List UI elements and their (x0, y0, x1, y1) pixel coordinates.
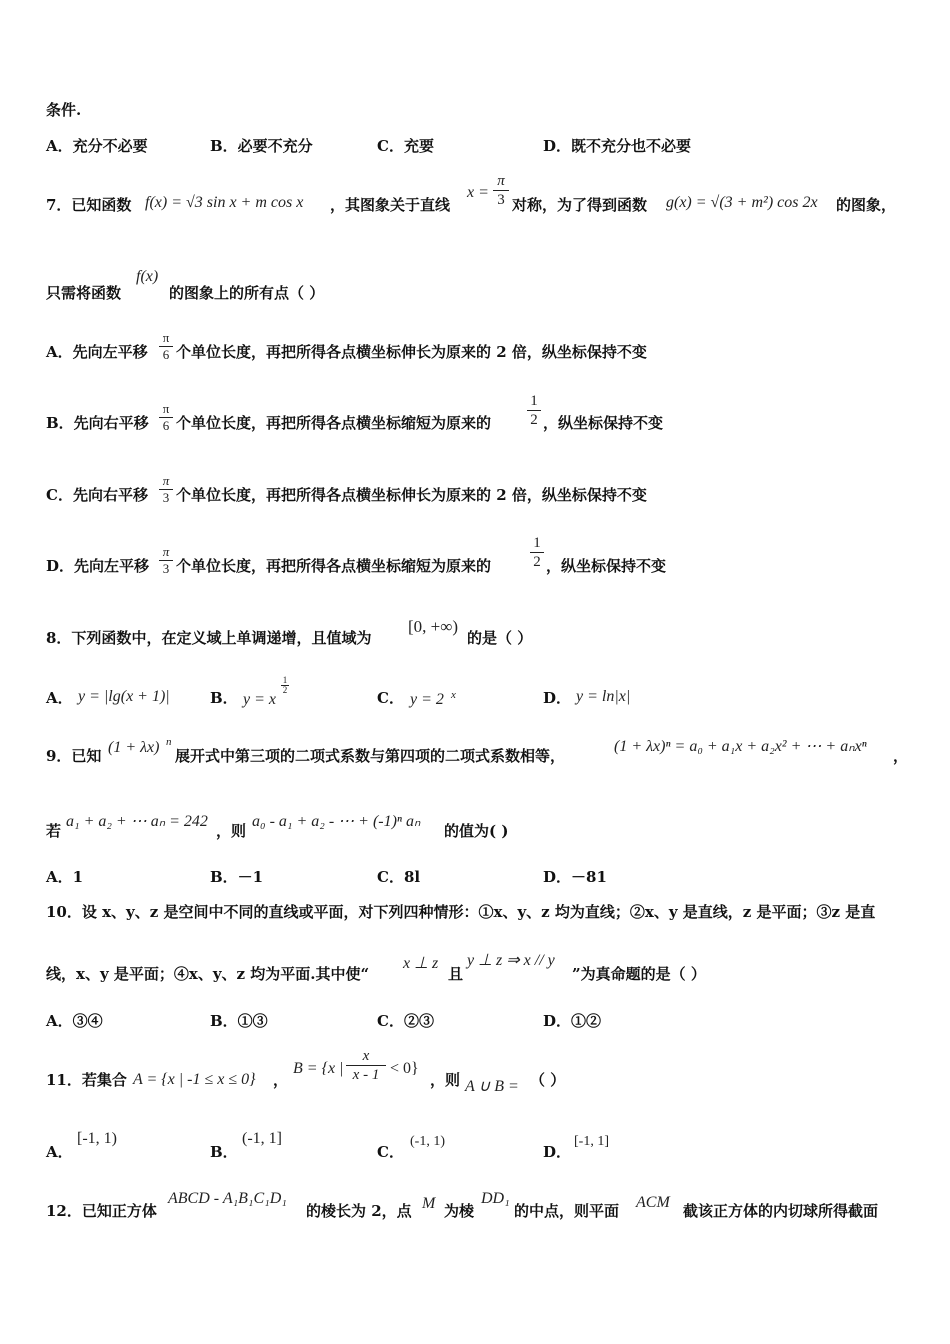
q7-axis-num: π (497, 173, 505, 189)
q10-option-b: B．①③ (210, 1012, 268, 1030)
q8-option-d-expr: y = ln|x| (576, 688, 631, 705)
q7-option-c-den: 3 (162, 490, 170, 505)
q6-tail-text: 条件. (46, 101, 82, 119)
q8-range: [0, +∞) (408, 617, 459, 636)
q11-set-b-num: x (362, 1048, 370, 1064)
q7-option-d-2: 个单位长度，再把所得各点横坐标缩短为原来的 (176, 557, 492, 575)
q7-stem-2: ，其图象关于直线 (330, 196, 451, 214)
q8-option-c-sup: x (451, 689, 456, 701)
q10-expr-2: y ⊥ z ⇒ x // y (467, 952, 555, 969)
q9-stem-4: 若 (46, 822, 62, 840)
q7-option-d-half (530, 535, 544, 570)
q7-axis-fraction (493, 173, 509, 208)
q7-option-b-num: π (162, 401, 170, 416)
q10-stem-3: 且 (448, 965, 464, 983)
q12-stem-2: 的棱长为 2，点 (306, 1202, 412, 1220)
q6-option-b: B．必要不充分 (210, 137, 313, 155)
q8-stem-2: 的是（ ） (467, 629, 533, 647)
q7-option-b-half (527, 393, 541, 428)
q9-option-c: C．8l (377, 868, 421, 886)
q7-option-c-1: C．先向右平移 (46, 486, 148, 504)
q7-f-expression: f(x) = √3 sin x + m cos x (145, 194, 304, 211)
q7-g-expression: g(x) = √(3 + m²) cos 2x (666, 194, 818, 211)
q7-option-b-2: 个单位长度，再把所得各点横坐标缩短为原来的 (176, 414, 492, 432)
q6-option-a: A．充分不必要 (46, 137, 148, 155)
q7-stem-3: 对称，为了得到函数 (512, 196, 648, 214)
q7-stem-5: 只需将函数 (46, 284, 122, 302)
q7-option-a-2: 个单位长度，再把所得各点横坐标伸长为原来的 2 倍，纵坐标保持不变 (176, 343, 647, 361)
q12-stem-5: 截该正方体的内切球所得截面 (683, 1202, 879, 1220)
q11-set-a: A = {x | -1 ≤ x ≤ 0} (133, 1071, 256, 1088)
q8-option-b-label: B． (210, 689, 238, 707)
q9-stem-1: 9．已知 (46, 747, 102, 765)
q10-expr-1: x ⊥ z (403, 955, 439, 972)
q9-expr-1: (1 + λx) (108, 739, 160, 756)
q11-option-b-label: B． (210, 1143, 238, 1161)
q7-option-b-3: ，纵坐标保持不变 (543, 414, 664, 432)
q12-stem-3: 为棱 (444, 1202, 475, 1220)
q10-option-a: A．③④ (46, 1012, 103, 1030)
q7-option-a-1: A．先向左平移 (46, 343, 148, 361)
q7-option-a-num: π (162, 330, 170, 345)
q7-stem-4: 的图象， (836, 196, 897, 214)
q11-option-d-label: D． (543, 1143, 572, 1161)
q7-option-b-half-num: 1 (530, 393, 538, 409)
q8-option-b-exp-num: 1 (282, 675, 288, 685)
q11-option-b-value: (-1, 1] (242, 1130, 282, 1147)
q7-stem-6: 的图象上的所有点（ ） (169, 284, 325, 302)
q7-option-d-half-num: 1 (533, 535, 541, 551)
q8-option-a-expr: y = |lg(x + 1)| (78, 688, 170, 705)
q7-option-b-1: B．先向右平移 (46, 414, 149, 432)
q7-axis-x: x = (467, 184, 489, 201)
q10-option-d: D．①② (543, 1012, 602, 1030)
q8-option-c-label: C． (377, 689, 404, 707)
q9-stem-6: 的值为( ) (444, 822, 509, 840)
q12-edge: DD₁ (481, 1190, 510, 1207)
q11-set-b-left: B = {x | (293, 1060, 344, 1077)
q9-stem-2: 展开式中第三项的二项式系数与第四项的二项式系数相等， (175, 747, 566, 765)
q9-stem-3: ， (893, 747, 909, 765)
q7-stem-1: 7．已知函数 (46, 196, 132, 214)
q11-stem-2: ， (273, 1071, 289, 1089)
q7-option-d-1: D．先向左平移 (46, 557, 150, 575)
q11-set-b-den: x - 1 (352, 1067, 380, 1083)
q12-stem-4: 的中点，则平面 (514, 1202, 620, 1220)
q7-option-b-den: 6 (162, 418, 170, 433)
q8-option-c-expr: y = 2 (410, 691, 444, 708)
q7-option-d-3: ，纵坐标保持不变 (546, 557, 667, 575)
q7-option-b-fraction (159, 402, 173, 433)
q11-option-a-label: A． (46, 1143, 73, 1161)
q11-set-b-right: < 0} (390, 1060, 419, 1077)
q12-point: M (422, 1195, 436, 1212)
q7-option-d-fraction (159, 545, 173, 576)
q7-option-a-fraction (159, 331, 173, 362)
q12-stem-1: 12．已知正方体 (46, 1202, 157, 1220)
q7-option-a-den: 6 (162, 347, 170, 362)
q12-plane: ACM (636, 1194, 670, 1211)
q8-option-a-label: A． (46, 689, 73, 707)
q12-cube: ABCD - A₁B₁C₁D₁ (168, 1190, 287, 1207)
q9-expr-1-sup: n (166, 736, 172, 748)
q11-union: A ∪ B = (465, 1078, 519, 1095)
q8-option-b-expr: y = x (243, 691, 276, 708)
q11-option-d-value: [-1, 1] (574, 1134, 609, 1149)
q9-option-b: B．－1 (210, 868, 264, 886)
q9-expr-3: a₁ + a₂ + ⋯ aₙ = 242 (66, 813, 208, 830)
q9-expr-4: a₀ - a₁ + a₂ - ⋯ + (-1)ⁿ aₙ (252, 813, 421, 830)
q7-option-c-2: 个单位长度，再把所得各点横坐标伸长为原来的 2 倍，纵坐标保持不变 (176, 486, 647, 504)
q8-option-b-exp-den: 2 (282, 685, 288, 695)
q7-option-d-num: π (162, 544, 170, 559)
q10-option-c: C．②③ (377, 1012, 434, 1030)
q7-option-d-den: 3 (162, 561, 170, 576)
q9-expr-2: (1 + λx)ⁿ = a₀ + a₁x + a₂x² + ⋯ + aₙxⁿ (614, 738, 867, 755)
q11-stem-4: （ ） (530, 1071, 566, 1089)
q7-option-c-fraction (159, 474, 173, 505)
q7-fx: f(x) (136, 268, 159, 285)
q8-stem-1: 8．下列函数中，在定义域上单调递增，且值域为 (46, 629, 372, 647)
q7-axis-den: 3 (497, 192, 505, 208)
q9-option-a: A．1 (46, 868, 84, 886)
q10-stem-1: 10．设 x、y、z 是空间中不同的直线或平面，对下列四种情形：①x、y、z 均为直线；②x、y 是直线，z 是平面；③z 是直 (46, 903, 876, 921)
q11-option-a-value: [-1, 1) (77, 1130, 117, 1147)
q7-option-d-half-den: 2 (533, 554, 541, 570)
q11-option-c-label: C． (377, 1143, 404, 1161)
q11-set-b-fraction (346, 1048, 386, 1083)
q6-option-c: C．充要 (377, 137, 434, 155)
q8-option-b-exponent (281, 676, 289, 695)
q9-stem-5: ，则 (216, 822, 247, 840)
q11-stem-1: 11．若集合 (46, 1071, 127, 1089)
q6-option-d: D．既不充分也不必要 (543, 137, 692, 155)
q9-option-d: D．－81 (543, 868, 607, 886)
q7-option-c-num: π (162, 473, 170, 488)
q11-stem-3: ，则 (430, 1071, 461, 1089)
q10-stem-2: 线，x、y 是平面；④x、y、z 均为平面.其中使“ (46, 965, 370, 983)
q7-option-b-half-den: 2 (530, 412, 538, 428)
q10-stem-4: ”为真命题的是（ ） (572, 965, 706, 983)
q11-option-c-value: (-1, 1) (410, 1134, 445, 1149)
q8-option-d-label: D． (543, 689, 572, 707)
